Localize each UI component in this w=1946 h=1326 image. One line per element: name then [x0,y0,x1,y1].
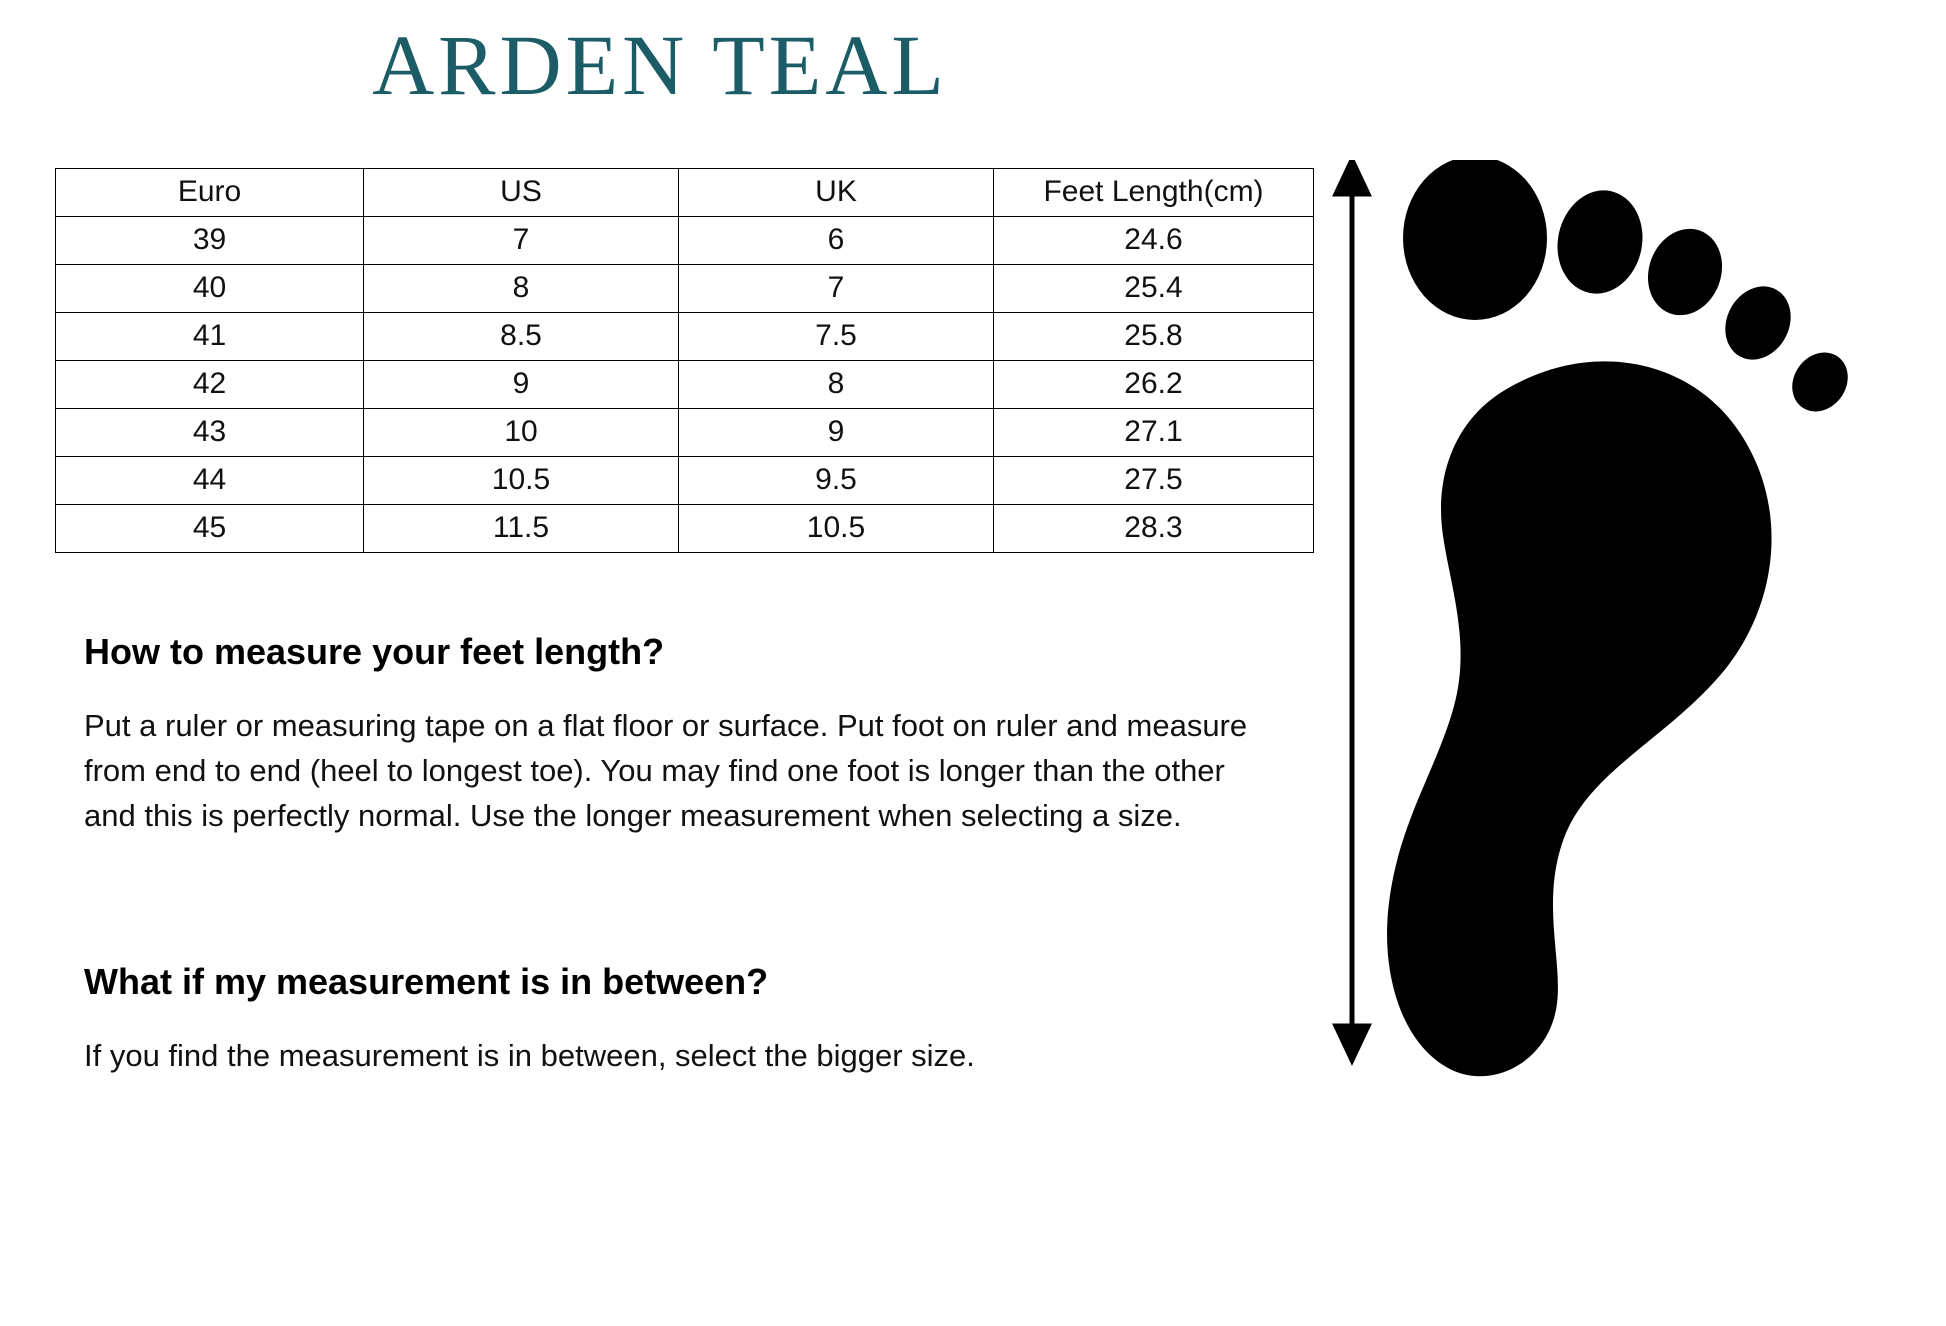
section-heading: What if my measurement is in between? [84,961,769,1002]
cell-us: 11.5 [364,505,679,553]
cell-euro: 40 [56,265,364,313]
page-title: ARDEN TEAL [372,17,948,113]
table-row [56,217,1314,265]
table-row [56,265,1314,313]
section-in-between [84,960,1274,1078]
double-arrow-vertical-icon [1336,160,1368,1060]
cell-feet-length: 24.6 [994,217,1314,265]
cell-euro: 39 [56,217,364,265]
column-header-uk: UK [679,169,994,217]
cell-euro: 42 [56,361,364,409]
cell-uk: 7.5 [679,313,994,361]
cell-us: 8 [364,265,679,313]
cell-feet-length: 25.8 [994,313,1314,361]
cell-feet-length: 28.3 [994,505,1314,553]
section-heading: How to measure your feet length? [84,631,665,672]
section-how-to-measure [84,630,1274,838]
table-row [56,409,1314,457]
cell-uk: 6 [679,217,994,265]
table-header-row [56,169,1314,217]
cell-feet-length: 25.4 [994,265,1314,313]
cell-us: 8.5 [364,313,679,361]
cell-uk: 9.5 [679,457,994,505]
foot-measurement-graphic [1330,160,1930,1160]
cell-euro: 43 [56,409,364,457]
cell-euro: 44 [56,457,364,505]
footprint-icon [1387,160,1859,1076]
cell-feet-length: 27.1 [994,409,1314,457]
cell-euro: 45 [56,505,364,553]
cell-us: 9 [364,361,679,409]
table-row [56,505,1314,553]
column-header-us: US [364,169,679,217]
column-header-feet-length: Feet Length(cm) [994,169,1314,217]
section-body: If you find the measurement is in between, select the bigger size. [84,1038,975,1074]
table-row [56,361,1314,409]
cell-us: 10 [364,409,679,457]
cell-us: 10.5 [364,457,679,505]
cell-feet-length: 27.5 [994,457,1314,505]
table-row [56,313,1314,361]
cell-us: 7 [364,217,679,265]
size-conversion-table [55,168,1314,553]
column-header-euro: Euro [56,169,364,217]
section-body: Put a ruler or measuring tape on a flat floor or surface. Put foot on ruler and measure from end to end (heel to longest toe). You may find one foot is longer than the other and this is perfectly normal. Use the longer measurement when selecting a size. [84,708,1248,834]
cell-uk: 8 [679,361,994,409]
cell-uk: 10.5 [679,505,994,553]
cell-feet-length: 26.2 [994,361,1314,409]
table-row [56,457,1314,505]
cell-euro: 41 [56,313,364,361]
cell-uk: 9 [679,409,994,457]
cell-uk: 7 [679,265,994,313]
